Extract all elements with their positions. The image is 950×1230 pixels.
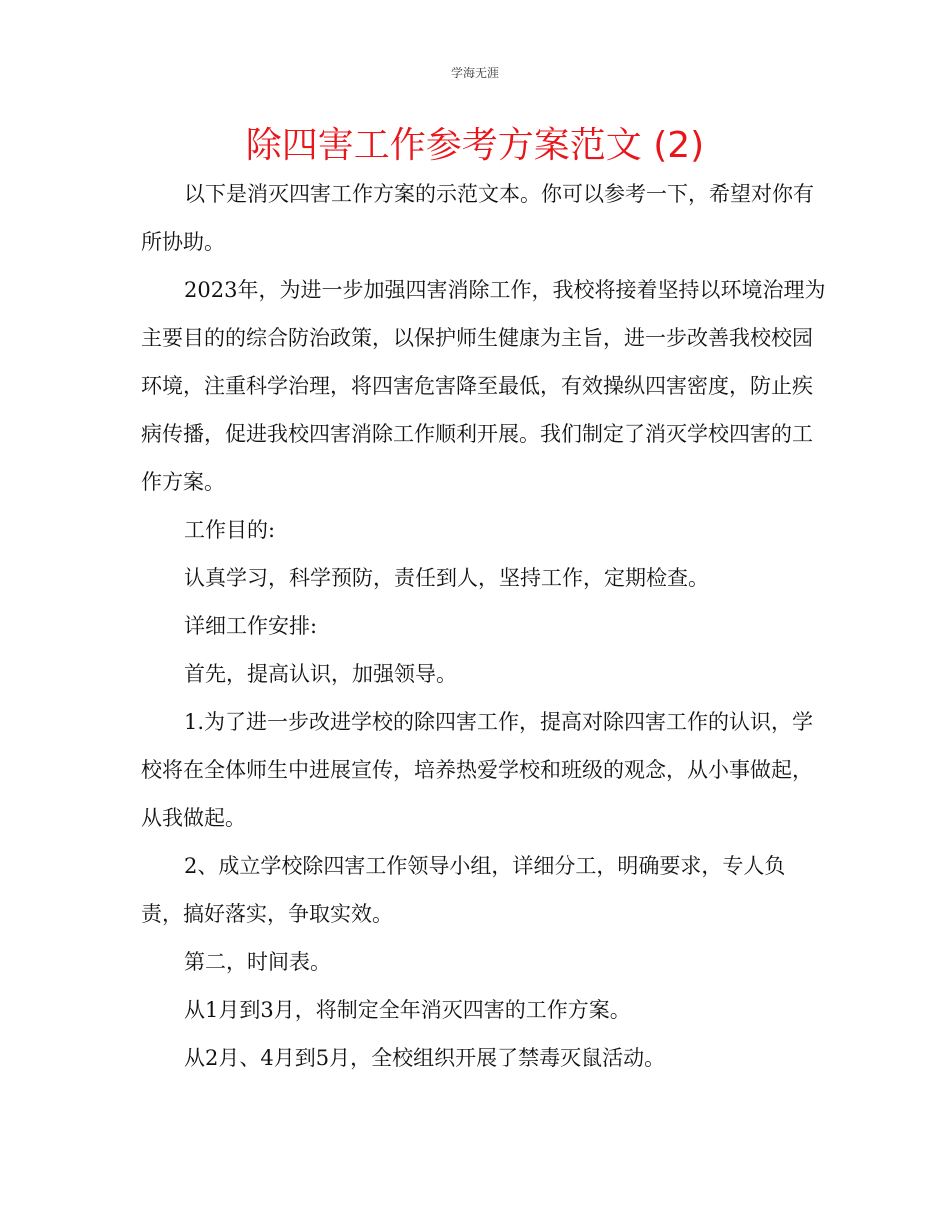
paragraph-arrangement-heading: 详细工作安排: <box>184 614 318 638</box>
paragraph-goal: 认真学习，科学预防，责任到人，坚持工作，定期检查。 <box>184 566 709 590</box>
paragraph-item-1: 1.为了进一步改进学校的除四害工作，提高对除四害工作的认识，学校将在全体师生中进展宣传，培养热爱学校和班级的观念，从小事做起，从我做起。 <box>141 710 814 830</box>
paragraph-item-2: 2、成立学校除四害工作领导小组，详细分工，明确要求，专人负责，搞好落实，争取实效。 <box>141 854 786 926</box>
paragraph-second-step: 第二，时间表。 <box>184 950 331 974</box>
document-title: 除四害工作参考方案范文 (2) <box>245 125 705 166</box>
paragraph-schedule-1: 从1月到3月，将制定全年消灭四害的工作方案。 <box>184 998 631 1022</box>
paragraph-background: 2023年，为进一步加强四害消除工作，我校将接着坚持以环境治理为主要目的的综合防治政策，以保护师生健康为主旨，进一步改善我校校园环境，注重科学治理，将四害危害降至最低，有效操纵四害密度，防止疾病传播，促进我校四害消除工作顺利开展。我们制定了消灭学校四害的工作方案。 <box>141 278 826 494</box>
paragraph-first-step: 首先，提高认识，加强领导。 <box>184 662 457 686</box>
document-body <box>141 170 826 1082</box>
paragraph-intro: 以下是消灭四害工作方案的示范文本。你可以参考一下，希望对你有所协助。 <box>141 182 814 254</box>
paragraph-goal-heading: 工作目的: <box>184 518 276 542</box>
paragraph-schedule-2: 从2月、4月到5月，全校组织开展了禁毒灭鼠活动。 <box>184 1046 666 1070</box>
page-header: 学海无涯 <box>450 66 499 80</box>
